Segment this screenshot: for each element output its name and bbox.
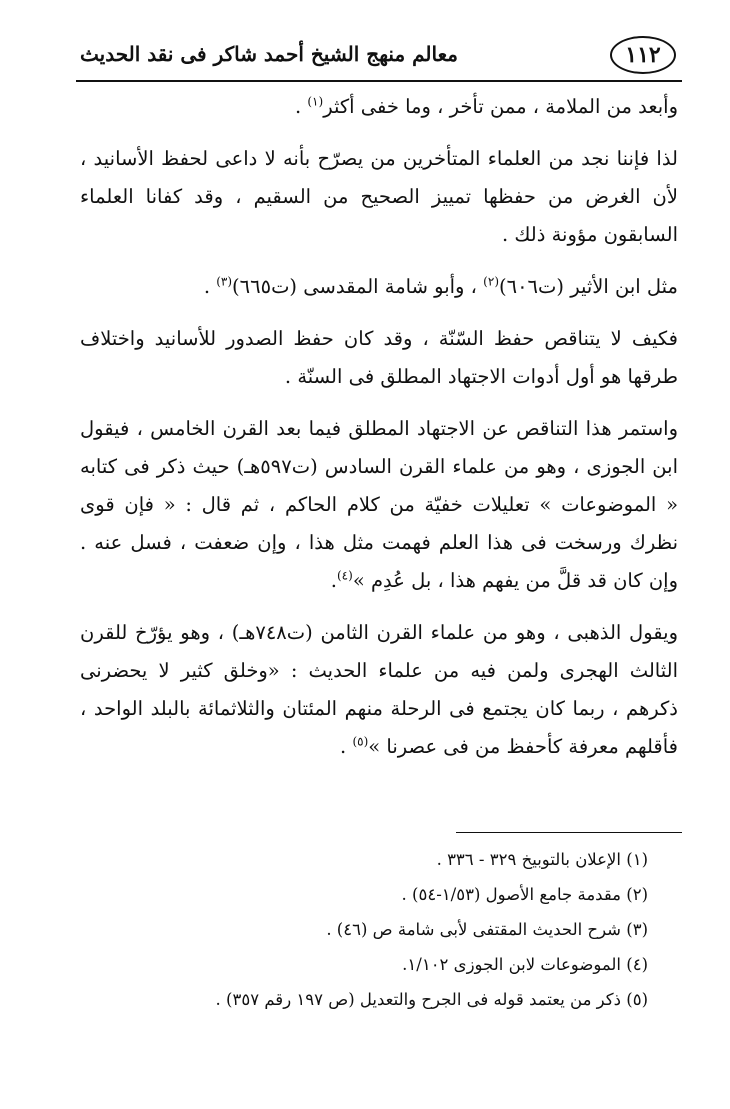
paragraph-1-text: وأبعد من الملامة ، ممن تأخر ، وما خفى أكثر (323, 95, 678, 118)
paragraph-6-text: ويقول الذهبى ، وهو من علماء القرن الثامن (ت٧٤٨هـ) ، وهو يؤرّخ للقرن الثالث الهجرى ولمن فيه من علماء الحديث : «وخلق كثير لا يحضرنى ذكرهم ، ربما كان يجتمع فى الرحلة منهم المئتان والثلاثمائة بالبلد الواحد ، فأقلهم معرفة كأحفظ من فى عصرنا » (80, 621, 678, 758)
paragraph-1 (80, 88, 678, 126)
header-rule (76, 80, 682, 82)
paragraph-3-end: . (203, 275, 217, 298)
footnote-2: (٢) مقدمة جامع الأصول (١/٥٣-٥٤) . (401, 885, 648, 904)
running-title: معالم منهج الشيخ أحمد شاكر فى نقد الحديث (80, 42, 458, 66)
footnote-ref-3: (٣) (216, 274, 233, 289)
footnotes (80, 842, 678, 1017)
footnote-4: (٤) الموضوعات لابن الجوزى ١/١٠٢. (402, 955, 648, 974)
paragraph-4: فكيف لا يتناقص حفظ السّنّة ، وقد كان حفظ الصدور للأسانيد واختلاف طرقها هو أول أدوات الاجتهاد المطلق فى السنّة . (80, 327, 678, 388)
paragraph-1-end: . (294, 95, 308, 118)
paragraph-3-text-b: ، وأبو شامة المقدسى (ت٦٦٥) (232, 275, 484, 298)
paragraph-5-text: واستمر هذا التناقص عن الاجتهاد المطلق فيما بعد القرن الخامس ، فيقول ابن الجوزى ، وهو من علماء القرن السادس (ت٥٩٧هـ) حيث ذكر فى كتابه « الموضوعات » تعليلات خفيّة من كلام الحاكم ، ثم قال : « فإن قوى نظرك ورسخت فى هذا العلم فهمت مثل هذا ، وإن ضعفت ، فسل عنه . وإن كان قد قلَّ من يفهم هذا ، بل عُدِم » (80, 417, 678, 592)
paragraph-3 (80, 268, 678, 306)
footnote-5: (٥) ذكر من يعتمد قوله فى الجرح والتعديل (ص ١٩٧ رقم ٣٥٧) . (215, 990, 648, 1009)
footnote-ref-5: (٥) (352, 734, 369, 749)
footnote-ref-2: (٢) (483, 274, 499, 289)
footnote-ref-4: (٤) (336, 568, 353, 583)
paragraph-5-end: . (330, 569, 337, 592)
footnote-1: (١) الإعلان بالتوبيخ ٣٢٩ - ٣٣٦ . (436, 850, 648, 869)
footnote-ref-1: (١) (307, 94, 324, 109)
paragraph-2: لذا فإننا نجد من العلماء المتأخرين من يصرّح بأنه لا داعى لحفظ الأسانيد ، لأن الغرض من حفظها تمييز الصحيح من السقيم ، وقد كفانا العلماء السابقون مؤونة ذلك . (80, 147, 678, 246)
footnote-separator (456, 832, 682, 833)
paragraph-3-text-a: مثل ابن الأثير (ت٦٠٦) (499, 275, 678, 298)
footnote-3: (٣) شرح الحديث المقتفى لأبى شامة ص (٤٦) . (326, 920, 648, 939)
paragraph-5 (80, 410, 678, 600)
page-header (76, 28, 682, 84)
paragraph-6-end: . (340, 735, 353, 758)
paragraph-6 (80, 614, 678, 766)
page-number: ١١٢ (610, 36, 676, 74)
main-text (80, 88, 678, 780)
